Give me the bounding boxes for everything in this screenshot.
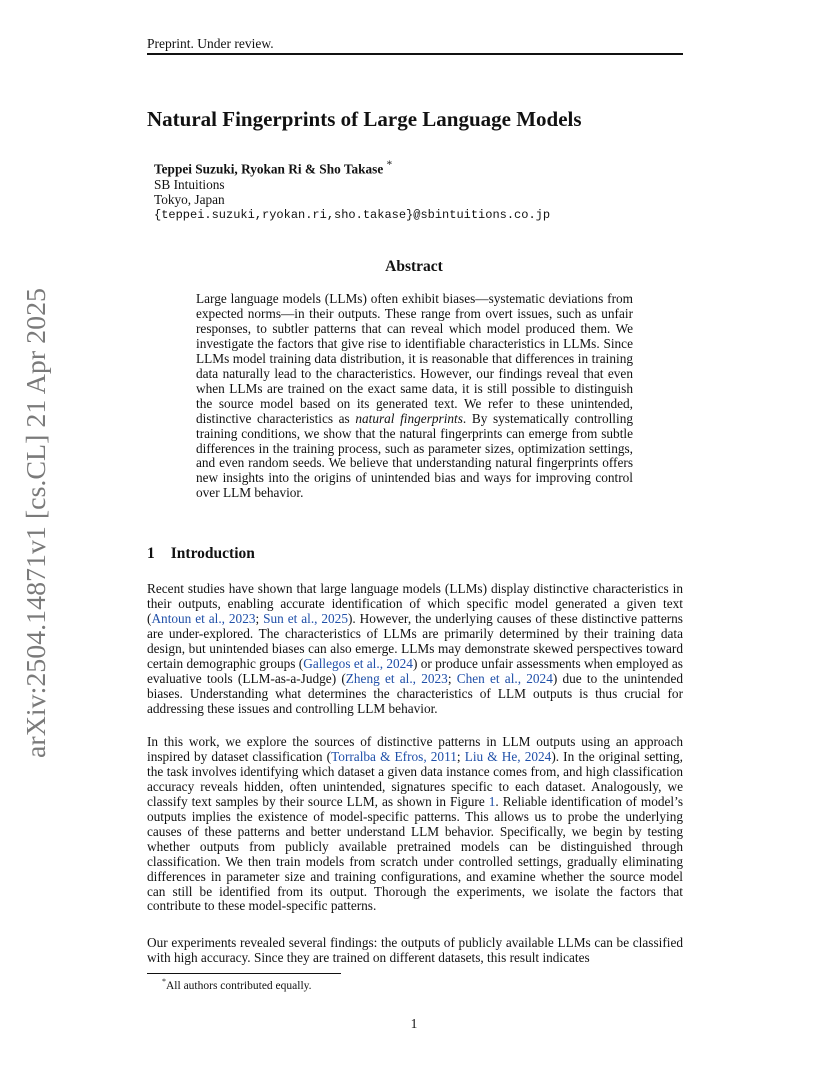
citation-link[interactable]: Liu & He, 2024 bbox=[464, 748, 552, 764]
paper-title: Natural Fingerprints of Large Language Models bbox=[147, 107, 582, 131]
citation-link[interactable]: Chen et al., 2024 bbox=[456, 670, 553, 686]
abstract-heading: Abstract bbox=[385, 258, 443, 275]
page-number: 1 bbox=[410, 1016, 418, 1031]
intro-paragraph-3: Our experiments revealed several findings: the outputs of publicly available LLMs can be classified with high accuracy. Since they are trained on different datasets, this result indicates bbox=[147, 935, 683, 965]
author-footnote-marker: * bbox=[386, 159, 393, 171]
figure-reference-link[interactable]: 1 bbox=[488, 793, 496, 809]
abstract-emphasis: natural fingerprints bbox=[355, 410, 463, 426]
author-names-line bbox=[154, 158, 550, 177]
author-block bbox=[154, 158, 550, 223]
citation-link[interactable]: Gallegos et al., 2024 bbox=[303, 655, 413, 671]
citation-link[interactable]: Antoun et al., 2023 bbox=[151, 610, 256, 626]
intro-paragraph-1: Recent studies have shown that large language models (LLMs) display distinctive characteristics in their outputs, enabling accurate identification of which specific model generated a given text (Antoun et al., 2023; Sun et al., 2025). However, the underlying causes of these distinctive patterns are under-explored. The characteristics of LLMs are primarily determined by their training data design, but unintended biases can also emerge. LLMs may demonstrate skewed perspectives toward certain demographic groups (Gallegos et al., 2024) or produce unfair assessments when employed as evaluative tools (LLM-as-a-Judge) (Zheng et al., 2023; Chen et al., 2024) due to the unintended biases. Understanding what determines the characteristics of LLM outputs is thus crucial for addressing these issues and controlling LLM behavior. bbox=[147, 581, 683, 716]
footnote bbox=[162, 977, 312, 992]
abstract-text: Large language models (LLMs) often exhibit biases—systematic deviations from expected norms—in their outputs. These range from overt issues, such as unfair responses, to subtler patterns that can reveal which model produced them. We investigate the factors that give rise to identifiable characteristics in LLMs. Since LLMs model training data distribution, it is reasonable that differences in training data naturally lead to the characteristics. However, our findings reveal that even when LLMs are trained on the exact same data, it is still possible to distinguish the source model based on its generated text. We refer to these unintended, distinctive characteristics as natural fingerprints. By systematically controlling training conditions, we show that the natural fingerprints can emerge from subtle differences in the training process, such as parameter sizes, optimization settings, and even random seeds. We believe that understanding natural fingerprints offers new insights into the origins of unintended bias and ways for improving control over LLM behavior. bbox=[196, 291, 633, 501]
section-title: Introduction bbox=[170, 545, 255, 562]
intro-paragraph-2: In this work, we explore the sources of distinctive patterns in LLM outputs using an approach inspired by dataset classification (Torralba & Efros, 2011; Liu & He, 2024). In the original setting, the task involves identifying which dataset a given data instance comes from, and high classification accuracy reveals hidden, often unintended, signatures specific to each dataset. Analogously, we classify text samples by their source LLM, as shown in Figure 1. Reliable identification of model’s outputs implies the existence of model-specific patterns. This allows us to probe the underlying causes of these patterns and better understand LLM behavior. Specifically, we begin by testing whether outputs from publicly available pretrained models can be distinguished through classification. We then train models from scratch under controlled settings, gradually eliminating differences in parameter size and training configurations, and examine whether the source model can still be identified from its output. Thorough the experiments, we isolate the factors that contribute to these model-specific patterns. bbox=[147, 734, 684, 914]
citation-link[interactable]: Sun et al., 2025 bbox=[263, 610, 348, 626]
email: {teppei.suzuki,ryokan.ri,sho.takase}@sbintuitions.co.jp bbox=[154, 207, 551, 222]
footnote-rule bbox=[147, 973, 341, 974]
footnote-text: All authors contributed equally. bbox=[166, 979, 312, 992]
location: Tokyo, Japan bbox=[154, 192, 225, 208]
header-rule bbox=[147, 53, 683, 55]
arxiv-stamp bbox=[10, 286, 56, 759]
author-names: Teppei Suzuki, Ryokan Ri & Sho Takase bbox=[154, 161, 384, 177]
section-heading bbox=[147, 545, 255, 563]
section-number: 1 bbox=[147, 545, 155, 562]
affiliation: SB Intuitions bbox=[154, 176, 225, 192]
arxiv-stamp-text: arXiv:2504.14871v1 [cs.CL] 21 Apr 2025 bbox=[20, 295, 51, 758]
citation-link[interactable]: Torralba & Efros, 2011 bbox=[331, 748, 457, 764]
citation-link[interactable]: Zheng et al., 2023 bbox=[345, 670, 448, 686]
running-header: Preprint. Under review. bbox=[147, 36, 274, 51]
footnote-marker: * bbox=[162, 977, 166, 986]
